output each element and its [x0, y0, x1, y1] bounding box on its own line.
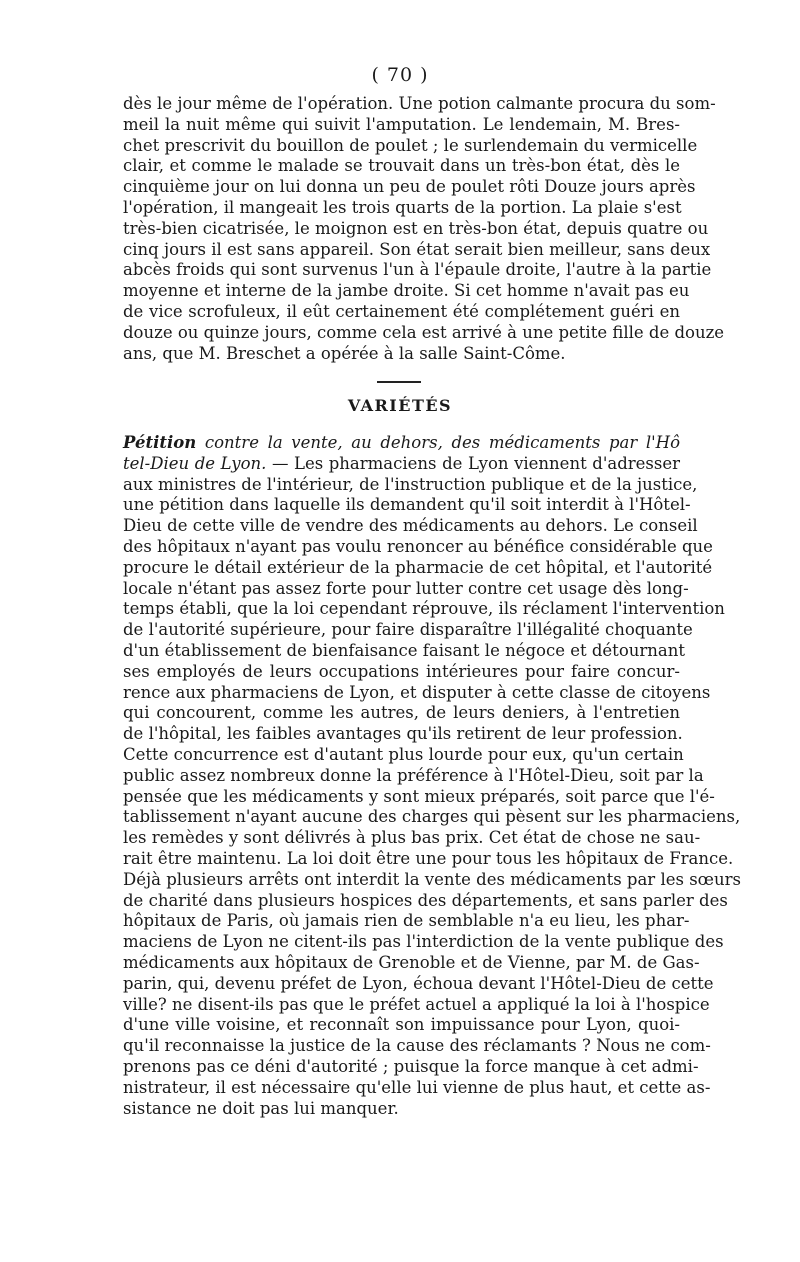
text-line: pensée que les médicaments y sont mieux préparés, soit parce que l'é- [123, 786, 715, 806]
text-line: très-bien cicatrisée, le moignon est en très-bon état, depuis quatre ou [123, 218, 709, 238]
text-line: d'un établissement de bienfaisance faisant le négoce et détournant [123, 640, 685, 660]
petition-body [123, 474, 741, 1120]
article-title-continued: tel-Dieu de Lyon. [123, 453, 267, 473]
text-line: Déjà plusieurs arrêts ont interdit la vente des médicaments par les sœurs [123, 869, 741, 889]
text-line: chet prescrivit du bouillon de poulet ; le surlendemain du vermicelle [123, 135, 698, 155]
text-line: douze ou quinze jours, comme cela est arrivé à une petite fille de douze [123, 322, 725, 342]
text-line: de l'hôpital, les faibles avantages qu'ils retirent de leur profession. [123, 724, 683, 744]
text-line: de l'autorité supérieure, pour faire disparaître l'illégalité choquante [123, 620, 693, 640]
text-line: maciens de Lyon ne citent-ils pas l'interdiction de la vente publique des [123, 932, 724, 952]
text-line: aux ministres de l'intérieur, de l'instruction publique et de la justice, [123, 474, 698, 494]
text-line: sistance ne doit pas lui manquer. [123, 1098, 399, 1118]
text-line: tablissement n'ayant aucune des charges qui pèsent sur les pharmaciens, [123, 807, 741, 827]
text-line: prenons pas ce déni d'autorité ; puisque la force manque à cet admi- [123, 1056, 699, 1076]
text-line: de vice scrofuleux, il eût certainement été complétement guéri en [123, 301, 680, 321]
section-title: VARIÉTÉS [347, 396, 453, 415]
article-title-bold: Pétition [123, 433, 197, 452]
text-line: temps établi, que la loi cependant réprouve, ils réclament l'intervention [123, 599, 725, 619]
page-number: ( 70 ) [371, 64, 429, 86]
text-line: hôpitaux de Paris, où jamais rien de semblable n'a eu lieu, les phar- [123, 911, 690, 931]
text-line: ville? ne disent-ils pas que le préfet actuel a appliqué la loi à l'hospice [123, 994, 710, 1014]
text-line: dès le jour même de l'opération. Une potion calmante procura du som- [123, 94, 716, 113]
text-line: Cette concurrence est d'autant plus lourde pour eux, qu'un certain [123, 744, 684, 764]
article-title: contre la vente, au dehors, des médicaments par l'Hô [196, 433, 680, 452]
text-line: rait être maintenu. La loi doit être une pour tous les hôpitaux de France. [123, 848, 734, 868]
paragraph-operation-report [123, 94, 725, 364]
text-line: abcès froids qui sont survenus l'un à l'épaule droite, l'autre à la partie [123, 260, 712, 280]
text-line: nistrateur, il est nécessaire qu'elle lui vienne de plus haut, et cette as- [123, 1077, 711, 1097]
text-line: rence aux pharmaciens de Lyon, et disputer à cette classe de citoyens [123, 682, 711, 702]
text-line: des hôpitaux n'ayant pas voulu renoncer au bénéfice considérable que [123, 536, 713, 556]
text-line: Dieu de cette ville de vendre des médicaments au dehors. Le conseil [123, 516, 698, 536]
text-line: de charité dans plusieurs hospices des départements, et sans parler des [123, 890, 728, 910]
text-line: moyenne et interne de la jambe droite. Si cet homme n'avait pas eu [123, 281, 690, 301]
text-line: une pétition dans laquelle ils demandent qu'il soit interdit à l'Hôtel- [123, 495, 691, 515]
text-line: qu'il reconnaisse la justice de la cause des réclamants ? Nous ne com- [123, 1036, 711, 1056]
text-line: meil la nuit même qui suivit l'amputation. Le lendemain, M. Bres- [123, 114, 680, 134]
article-title-line [123, 433, 680, 454]
text-line: locale n'étant pas assez forte pour lutter contre cet usage dès long- [123, 578, 689, 598]
text-line: d'une ville voisine, et reconnaît son impuissance pour Lyon, quoi- [123, 1015, 680, 1035]
text-line: clair, et comme le malade se trouvait dans un très-bon état, dès le [123, 156, 680, 176]
text-line: ans, que M. Breschet a opérée à la salle Saint-Côme. [123, 343, 566, 363]
paragraph-petition [123, 433, 741, 1119]
text-line: public assez nombreux donne la préférence à l'Hôtel-Dieu, soit par la [123, 765, 704, 785]
text-line: l'opération, il mangeait les trois quarts de la portion. La plaie s'est [123, 197, 682, 217]
text-line: cinquième jour on lui donna un peu de poulet rôti Douze jours après [123, 177, 696, 197]
text-line: les remèdes y sont délivrés à plus bas prix. Cet état de chose ne sau- [123, 828, 701, 848]
text-line: procure le détail extérieur de la pharmacie de cet hôpital, et l'autorité [123, 557, 713, 577]
text-line: cinq jours il est sans appareil. Son état serait bien meilleur, sans deux [123, 239, 711, 259]
article-first-line: — Les pharmaciens de Lyon viennent d'adresser [266, 453, 680, 473]
article-title-line-2 [123, 454, 680, 475]
text-line: parin, qui, devenu préfet de Lyon, échoua devant l'Hôtel-Dieu de cette [123, 973, 714, 993]
section-divider [377, 381, 421, 383]
text-line: médicaments aux hôpitaux de Grenoble et de Vienne, par M. de Gas- [123, 952, 700, 972]
text-line: ses employés de leurs occupations intérieures pour faire concur- [123, 661, 680, 681]
text-line: qui concourent, comme les autres, de leurs deniers, à l'entretien [123, 703, 680, 723]
